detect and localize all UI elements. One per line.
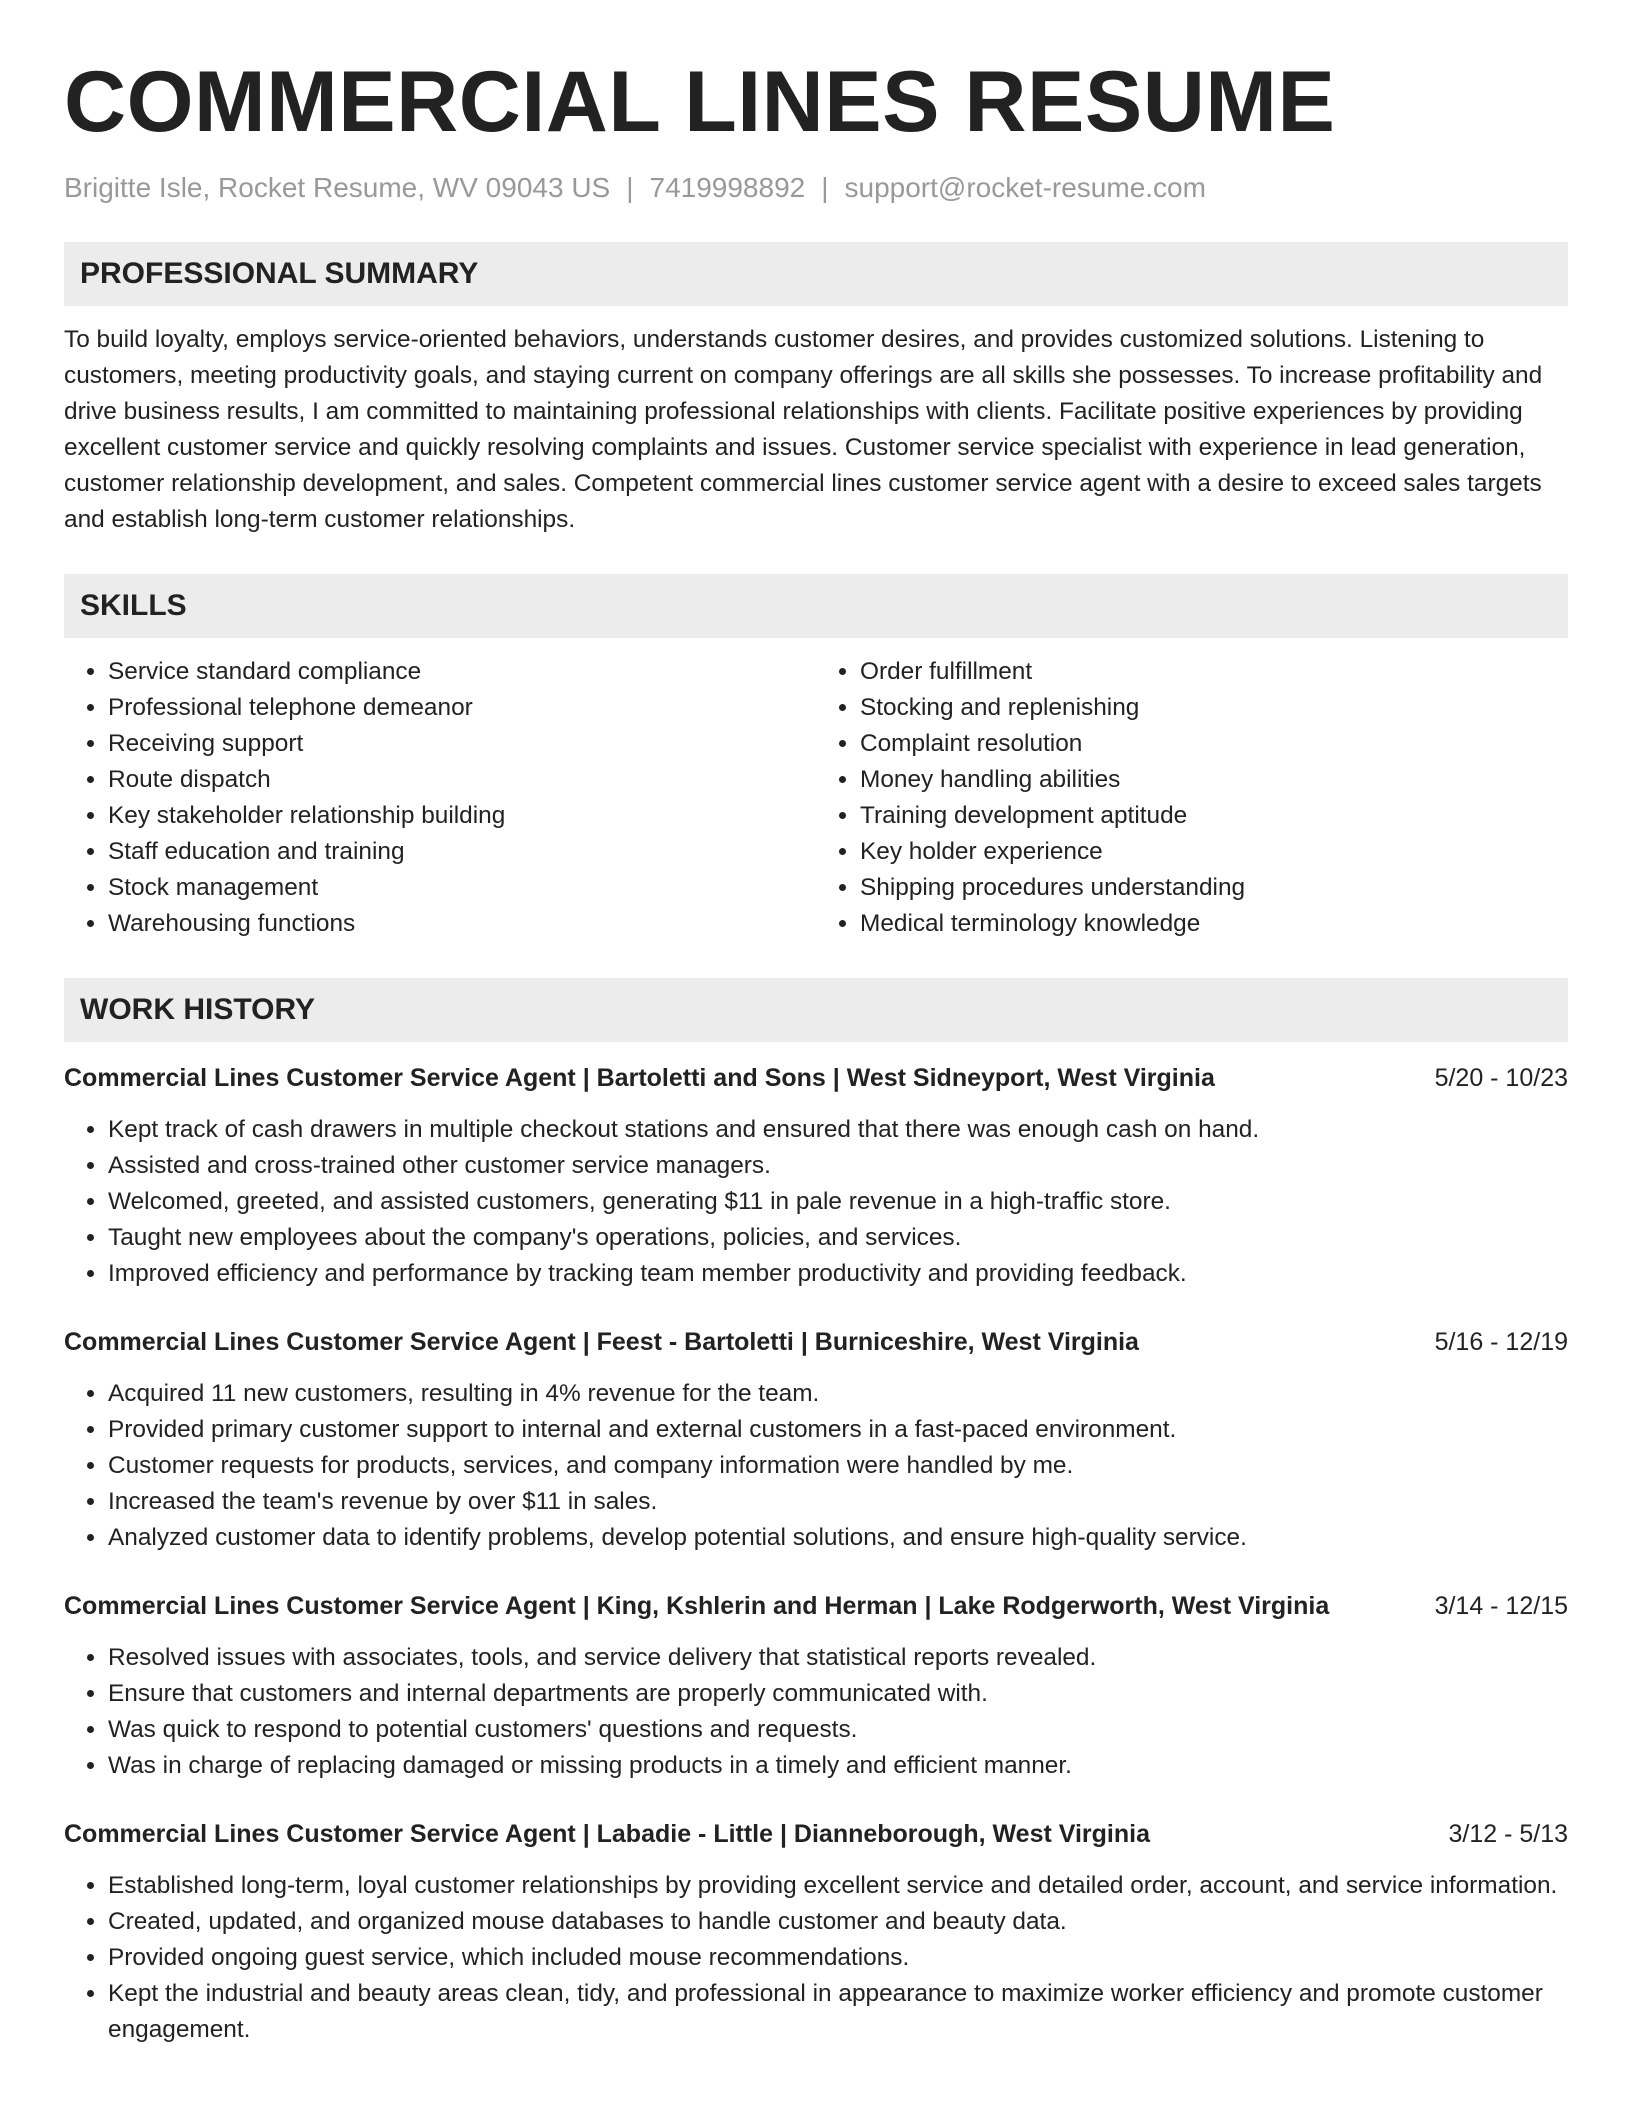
job-bullets [64, 1376, 1568, 1556]
job-header [64, 1324, 1568, 1360]
job-bullet: • Created, updated, and organized mouse databases to handle customer and beauty data. [108, 1904, 1568, 1940]
skill-item: • Medical terminology knowledge [860, 906, 1568, 942]
job-bullet: • Assisted and cross-trained other customer service managers. [108, 1148, 1568, 1184]
job-dates: 3/14 - 12/15 [1434, 1592, 1568, 1620]
job-entry [64, 1816, 1568, 2048]
skill-item: • Money handling abilities [860, 762, 1568, 798]
contact-email: support@rocket-resume.com [844, 172, 1206, 203]
job-bullet: • Analyzed customer data to identify problems, develop potential solutions, and ensure high-quality service. [108, 1520, 1568, 1556]
job-title: Commercial Lines Customer Service Agent | Labadie - Little | Dianneborough, West Virginia [64, 1820, 1150, 1848]
job-bullet: • Taught new employees about the company's operations, policies, and services. [108, 1220, 1568, 1256]
skills-columns [64, 654, 1568, 942]
skill-item: • Shipping procedures understanding [860, 870, 1568, 906]
skill-item: • Complaint resolution [860, 726, 1568, 762]
contact-line [64, 170, 1568, 206]
skill-item: • Key stakeholder relationship building [108, 798, 816, 834]
job-bullet: • Increased the team's revenue by over $11 in sales. [108, 1484, 1568, 1520]
contact-separator: | [626, 172, 634, 203]
job-bullets [64, 1868, 1568, 2048]
job-title: Commercial Lines Customer Service Agent | King, Kshlerin and Herman | Lake Rodgerworth, West Virginia [64, 1592, 1330, 1620]
job-bullet: • Provided primary customer support to internal and external customers in a fast-paced environment. [108, 1412, 1568, 1448]
job-bullet: • Welcomed, greeted, and assisted customers, generating $11 in pale revenue in a high-traffic store. [108, 1184, 1568, 1220]
skill-item: • Service standard compliance [108, 654, 816, 690]
contact-phone: 7419998892 [649, 172, 806, 203]
job-title: Commercial Lines Customer Service Agent | Feest - Bartoletti | Burniceshire, West Virginia [64, 1328, 1139, 1356]
skills-list-right [816, 654, 1568, 942]
job-bullet: • Provided ongoing guest service, which included mouse recommendations. [108, 1940, 1568, 1976]
skill-item: • Key holder experience [860, 834, 1568, 870]
contact-address: Brigitte Isle, Rocket Resume, WV 09043 US [64, 172, 611, 203]
skill-item: • Warehousing functions [108, 906, 816, 942]
job-dates: 5/20 - 10/23 [1434, 1064, 1568, 1092]
skills-heading: SKILLS [64, 574, 1568, 638]
job-header [64, 1816, 1568, 1852]
skill-item: • Staff education and training [108, 834, 816, 870]
contact-separator: | [821, 172, 829, 203]
skill-item: • Route dispatch [108, 762, 816, 798]
job-bullet: • Was in charge of replacing damaged or missing products in a timely and efficient manner. [108, 1748, 1568, 1784]
job-bullet: • Ensure that customers and internal departments are properly communicated with. [108, 1676, 1568, 1712]
job-bullet: • Established long-term, loyal customer relationships by providing excellent service and detailed order, account, and service information. [108, 1868, 1568, 1904]
skills-list-left [64, 654, 816, 942]
skill-item: • Stock management [108, 870, 816, 906]
job-title: Commercial Lines Customer Service Agent | Bartoletti and Sons | West Sidneyport, West Virginia [64, 1064, 1215, 1092]
skill-item: • Training development aptitude [860, 798, 1568, 834]
job-entry [64, 1324, 1568, 1556]
job-dates: 3/12 - 5/13 [1448, 1820, 1568, 1848]
job-bullet: • Kept track of cash drawers in multiple checkout stations and ensured that there was enough cash on hand. [108, 1112, 1568, 1148]
work-history-heading: WORK HISTORY [64, 978, 1568, 1042]
job-entry [64, 1588, 1568, 1784]
skill-item: • Stocking and replenishing [860, 690, 1568, 726]
summary-text: To build loyalty, employs service-oriented behaviors, understands customer desires, and provides customized solutions. Listening to customers, meeting productivity goals, and staying current on company offerings are all skills she possesses. To increase profitability and drive business results, I am committed to maintaining professional relationships with clients. Facilitate positive experiences by providing excellent customer service and quickly resolving complaints and issues. Customer service specialist with experience in lead generation, customer relationship development, and sales. Competent commercial lines customer service agent with a desire to exceed sales targets and establish long-term customer relationships. [64, 326, 1543, 533]
job-bullet: • Improved efficiency and performance by tracking team member productivity and providing feedback. [108, 1256, 1568, 1292]
skill-item: • Order fulfillment [860, 654, 1568, 690]
job-entry [64, 1060, 1568, 1292]
summary-heading: PROFESSIONAL SUMMARY [64, 242, 1568, 306]
job-bullet: • Resolved issues with associates, tools, and service delivery that statistical reports revealed. [108, 1640, 1568, 1676]
job-bullet: • Acquired 11 new customers, resulting in 4% revenue for the team. [108, 1376, 1568, 1412]
job-bullet: • Was quick to respond to potential customers' questions and requests. [108, 1712, 1568, 1748]
job-header [64, 1060, 1568, 1096]
job-header [64, 1588, 1568, 1624]
job-dates: 5/16 - 12/19 [1434, 1328, 1568, 1356]
job-bullets [64, 1640, 1568, 1784]
skill-item: • Receiving support [108, 726, 816, 762]
skill-item: • Professional telephone demeanor [108, 690, 816, 726]
job-bullet: • Customer requests for products, services, and company information were handled by me. [108, 1448, 1568, 1484]
resume-title: COMMERCIAL LINES RESUME [64, 54, 1336, 150]
job-bullets [64, 1112, 1568, 1292]
job-bullet: • Kept the industrial and beauty areas clean, tidy, and professional in appearance to maximize worker efficiency and promote customer engagement. [108, 1976, 1568, 2048]
